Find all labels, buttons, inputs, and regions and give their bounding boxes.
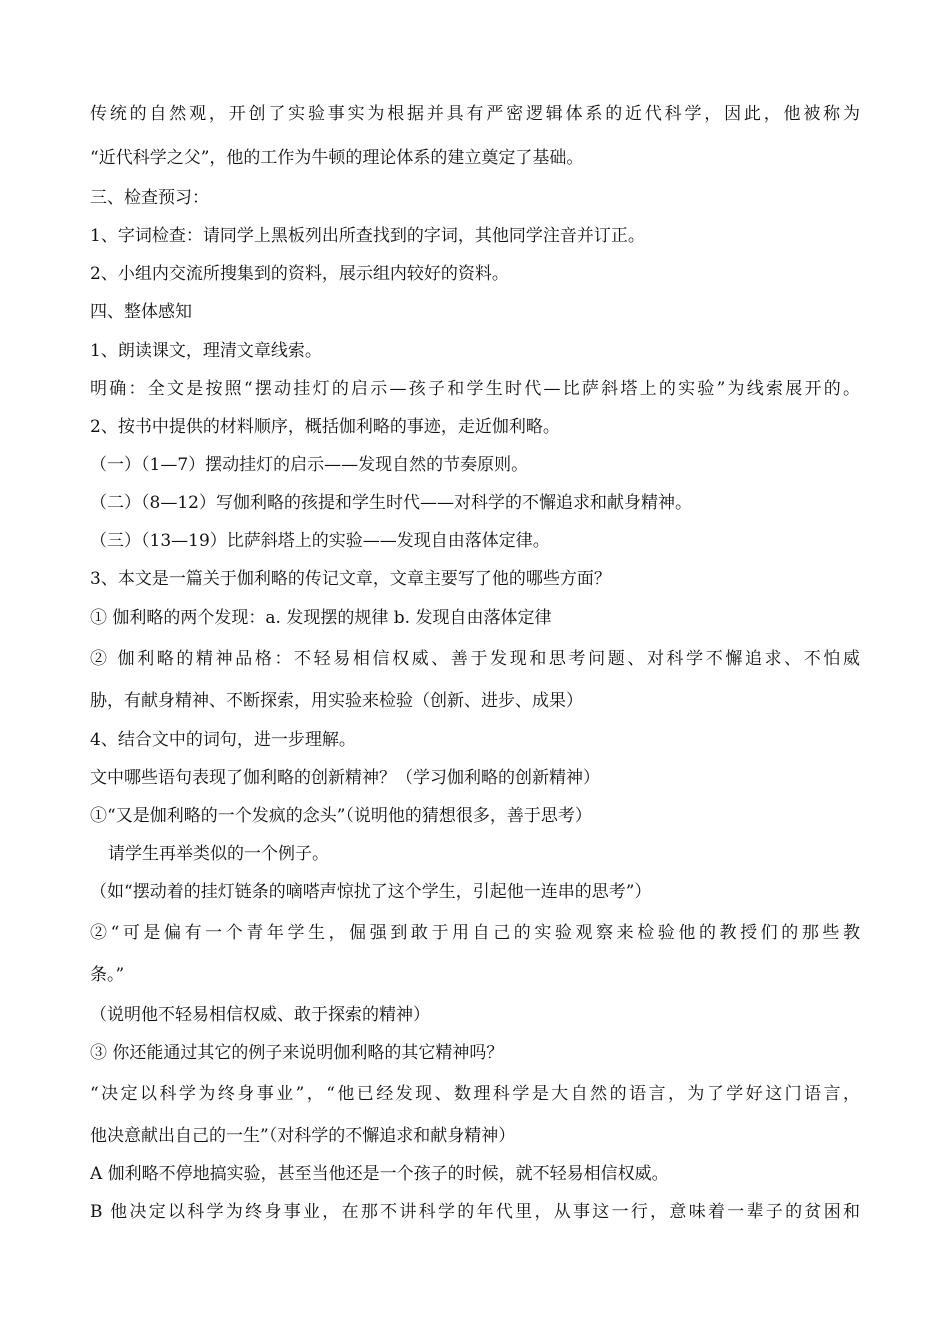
list-item: ①“又是伽利略的一个发疯的念头”（说明他的猜想很多，善于思考） bbox=[90, 806, 592, 826]
paragraph-line: ② 伽利略的精神品格：不轻易相信权威、善于发现和思考问题、对科学不懈追求、不怕威 bbox=[90, 649, 860, 669]
section-heading: 三、检查预习： bbox=[90, 188, 209, 208]
list-item: 2、按书中提供的材料顺序，概括伽利略的事迹，走近伽利略。 bbox=[90, 417, 560, 437]
list-item: 3、本文是一篇关于伽利略的传记文章，文章主要写了他的哪些方面？ bbox=[90, 569, 611, 589]
list-item: A 伽利略不停地搞实验，甚至当他还是一个孩子的时候，就不轻易相信权威。 bbox=[90, 1164, 669, 1184]
paragraph-line: 明确：全文是按照“摆动挂灯的启示—孩子和学生时代—比萨斜塔上的实验”为线索展开的。 bbox=[90, 379, 860, 399]
paragraph-line: 条。” bbox=[90, 965, 125, 985]
list-item: （一）（1—7）摆动挂灯的启示——发现自然的节奏原则。 bbox=[90, 455, 529, 475]
paragraph-line: 文中哪些语句表现了伽利略的创新精神？（学习伽利略的创新精神） bbox=[90, 768, 600, 788]
paragraph-line: 请学生再举类似的一个例子。 bbox=[108, 844, 329, 864]
list-item: 2、小组内交流所搜集到的资料，展示组内较好的资料。 bbox=[90, 264, 509, 284]
list-item: ②“可是偏有一个青年学生，倔强到敢于用自己的实验观察来检验他的教授们的那些教 bbox=[90, 923, 860, 943]
list-item: （二）（8—12）写伽利略的孩提和学生时代——对科学的不懈追求和献身精神。 bbox=[90, 493, 692, 513]
paragraph-line: （说明他不轻易相信权威、敢于探索的精神） bbox=[90, 1005, 430, 1025]
paragraph-line: 他决意献出自己的一生”（对科学的不懈追求和献身精神） bbox=[90, 1126, 516, 1146]
paragraph-line: 胁，有献身精神、不断探索，用实验来检验（创新、进步、成果） bbox=[90, 691, 583, 711]
list-item: ① 伽利略的两个发现：a. 发现摆的规律 b. 发现自由落体定律 bbox=[90, 608, 552, 628]
list-item: 4、结合文中的词句，进一步理解。 bbox=[90, 730, 356, 750]
paragraph-line: （如“摆动着的挂灯链条的嘀嗒声惊扰了这个学生，引起他一连串的思考”） bbox=[90, 882, 652, 902]
list-item: 1、朗读课文，理清文章线索。 bbox=[90, 341, 322, 361]
paragraph-line: 传统的自然观，开创了实验事实为根据并具有严密逻辑体系的近代科学，因此，他被称为 bbox=[90, 104, 860, 124]
list-item: （三）（13—19）比萨斜塔上的实验——发现自由落体定律。 bbox=[90, 531, 550, 551]
section-heading: 四、整体感知 bbox=[90, 302, 192, 322]
paragraph-line: “近代科学之父”，他的工作为牛顿的理论体系的建立奠定了基础。 bbox=[90, 148, 584, 168]
list-item: ③ 你还能通过其它的例子来说明伽利略的其它精神吗？ bbox=[90, 1043, 504, 1063]
list-item: B 他决定以科学为终身事业，在那不讲科学的年代里，从事这一行，意味着一辈子的贫困和 bbox=[90, 1202, 860, 1222]
list-item: 1、字词检查：请同学上黑板列出所查找到的字词，其他同学注音并订正。 bbox=[90, 226, 645, 246]
paragraph-line: “决定以科学为终身事业”，“他已经发现、数理科学是大自然的语言，为了学好这门语言， bbox=[90, 1084, 860, 1104]
